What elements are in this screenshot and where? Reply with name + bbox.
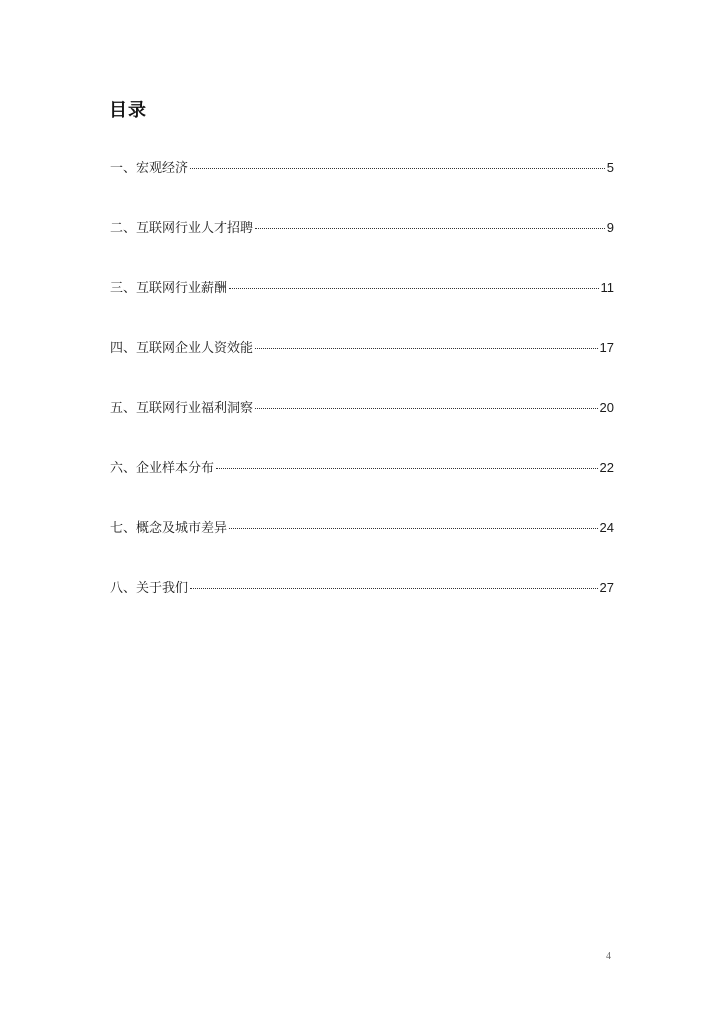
- toc-entry-page: 11: [600, 280, 614, 295]
- toc-entry-label: 互联网行业人才招聘: [136, 221, 254, 236]
- toc-dot-leader: [229, 288, 598, 289]
- toc-dot-leader: [229, 528, 598, 529]
- toc-entry-label: 关于我们: [136, 581, 189, 596]
- toc-entry-number: 六、: [110, 461, 137, 476]
- toc-entry-page: 20: [599, 400, 614, 415]
- page-number: 4: [606, 951, 611, 962]
- toc-entry-page: 27: [599, 580, 614, 595]
- toc-dot-leader: [255, 408, 598, 409]
- toc-entry-label: 互联网行业福利洞察: [136, 401, 254, 416]
- toc-entry-label: 概念及城市差异: [136, 521, 228, 536]
- toc-entry-page: 5: [606, 160, 614, 175]
- toc-entry-page: 9: [606, 220, 614, 235]
- toc-dot-leader: [255, 228, 605, 229]
- toc-entry-about-us[interactable]: [110, 577, 614, 637]
- toc-entry-talent-recruitment[interactable]: [110, 217, 614, 277]
- toc-entry-label: 宏观经济: [136, 161, 189, 176]
- toc-entry-sample-distribution[interactable]: [110, 457, 614, 517]
- toc-title: 目录: [109, 100, 147, 121]
- toc-entry-compensation[interactable]: [110, 277, 614, 337]
- toc-entry-number: 四、: [110, 341, 137, 356]
- toc-dot-leader: [190, 168, 605, 169]
- toc-entry-page: 24: [599, 520, 614, 535]
- toc-entry-number: 五、: [110, 401, 137, 416]
- toc-entry-label: 互联网企业人资效能: [136, 341, 254, 356]
- toc-dot-leader: [216, 468, 598, 469]
- toc-dot-leader: [255, 348, 598, 349]
- toc-entry-page: 17: [599, 340, 614, 355]
- toc-entry-label: 互联网行业薪酬: [136, 281, 228, 296]
- toc-dot-leader: [190, 588, 598, 589]
- toc-entry-number: 一、: [110, 161, 137, 176]
- toc-entry-page: 22: [599, 460, 614, 475]
- toc-entry-number: 二、: [110, 221, 137, 236]
- toc-entry-number: 七、: [110, 521, 137, 536]
- toc-entry-hr-efficiency[interactable]: [110, 337, 614, 397]
- toc-entry-number: 八、: [110, 581, 137, 596]
- toc-entry-concepts-cities[interactable]: [110, 517, 614, 577]
- toc-entry-welfare-insight[interactable]: [110, 397, 614, 457]
- toc-entry-label: 企业样本分布: [136, 461, 215, 476]
- toc-list: [110, 157, 614, 637]
- toc-entry-macro-economy[interactable]: [110, 157, 614, 217]
- toc-entry-number: 三、: [110, 281, 137, 296]
